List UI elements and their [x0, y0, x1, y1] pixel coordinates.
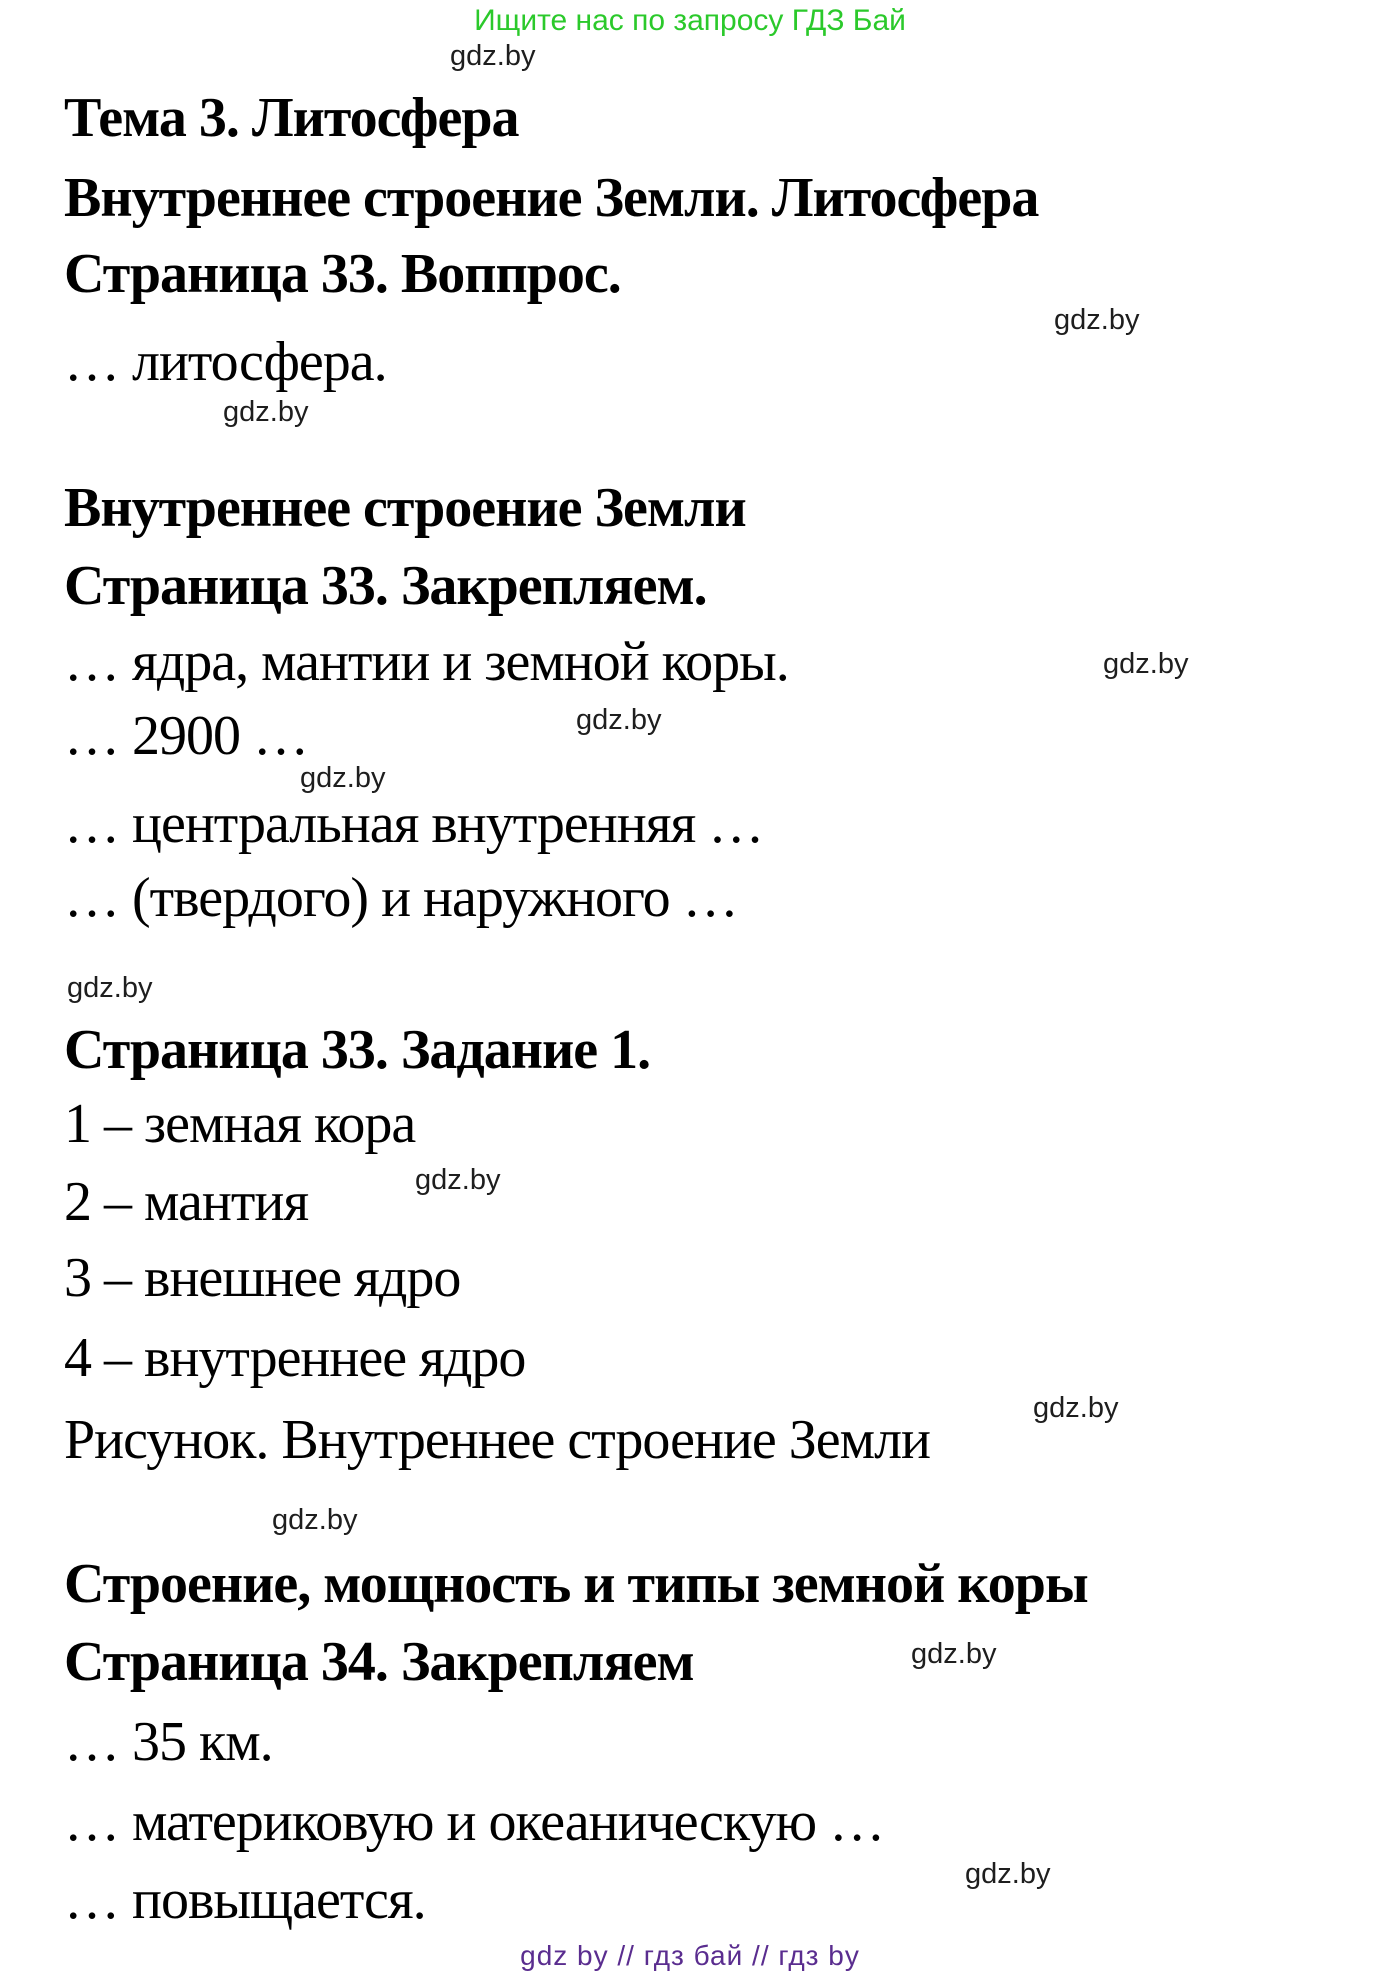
answer-centralnaya-vnutrennyaya: … центральная внутренняя … — [64, 793, 764, 855]
gdz-watermark: gdz.by — [1054, 304, 1140, 336]
heading-stranica-34-zakreplyaem: Страница 34. Закрепляем — [64, 1631, 694, 1693]
heading-stranica-33-zakreplyaem: Страница 33. Закрепляем. — [64, 555, 707, 617]
gdz-footer: gdz by // гдз бай // гдз by — [520, 1940, 860, 1971]
heading-vnutrennee-stroenie-litosfera: Внутреннее строение Земли. Литосфера — [64, 167, 1039, 229]
answer-yadra-mantii-kory: … ядра, мантии и земной коры. — [64, 631, 789, 693]
gdz-watermark: gdz.by — [223, 396, 309, 428]
gdz-watermark: gdz.by — [67, 972, 153, 1004]
answer-2900: … 2900 … — [64, 705, 308, 767]
gdz-banner: Ищите нас по запросу ГДЗ Бай — [474, 4, 906, 37]
answer-tverdogo-naruzhnogo: … (твердого) и наружного … — [64, 867, 738, 929]
gdz-watermark: gdz.by — [300, 762, 386, 794]
heading-stranica-33-vopros: Страница 33. Воппрос. — [64, 243, 621, 305]
gdz-watermark: gdz.by — [965, 1858, 1051, 1890]
answer-2-mantiya: 2 – мантия — [64, 1171, 309, 1233]
gdz-watermark: gdz.by — [450, 40, 536, 72]
answer-35-km: … 35 км. — [64, 1711, 273, 1773]
heading-stroenie-moshchnost-tipy-kory: Строение, мощность и типы земной коры — [64, 1553, 1088, 1615]
answer-materikovuyu-okeanicheskuyu: … материковую и океаническую … — [64, 1791, 885, 1853]
gdz-watermark: gdz.by — [911, 1638, 997, 1670]
gdz-watermark: gdz.by — [272, 1504, 358, 1536]
caption-risunok-vnutrennee-stroenie: Рисунок. Внутреннее строение Земли — [64, 1409, 930, 1471]
answer-litosfera: … литосфера. — [64, 331, 387, 393]
heading-vnutrennee-stroenie-zemli: Внутреннее строение Земли — [64, 477, 746, 539]
answer-povyshaetsya: … повыщается. — [64, 1869, 426, 1931]
answer-1-zemnaya-kora: 1 – земная кора — [64, 1093, 416, 1155]
gdz-watermark: gdz.by — [576, 704, 662, 736]
gdz-watermark: gdz.by — [415, 1164, 501, 1196]
answer-3-vneshnee-yadro: 3 – внешнее ядро — [64, 1247, 461, 1309]
gdz-watermark: gdz.by — [1103, 648, 1189, 680]
heading-stranica-33-zadanie-1: Страница 33. Задание 1. — [64, 1019, 651, 1081]
heading-tema-3-litosfera: Тема 3. Литосфера — [64, 87, 519, 149]
answer-4-vnutrennee-yadro: 4 – внутреннее ядро — [64, 1327, 526, 1389]
gdz-watermark: gdz.by — [1033, 1392, 1119, 1424]
